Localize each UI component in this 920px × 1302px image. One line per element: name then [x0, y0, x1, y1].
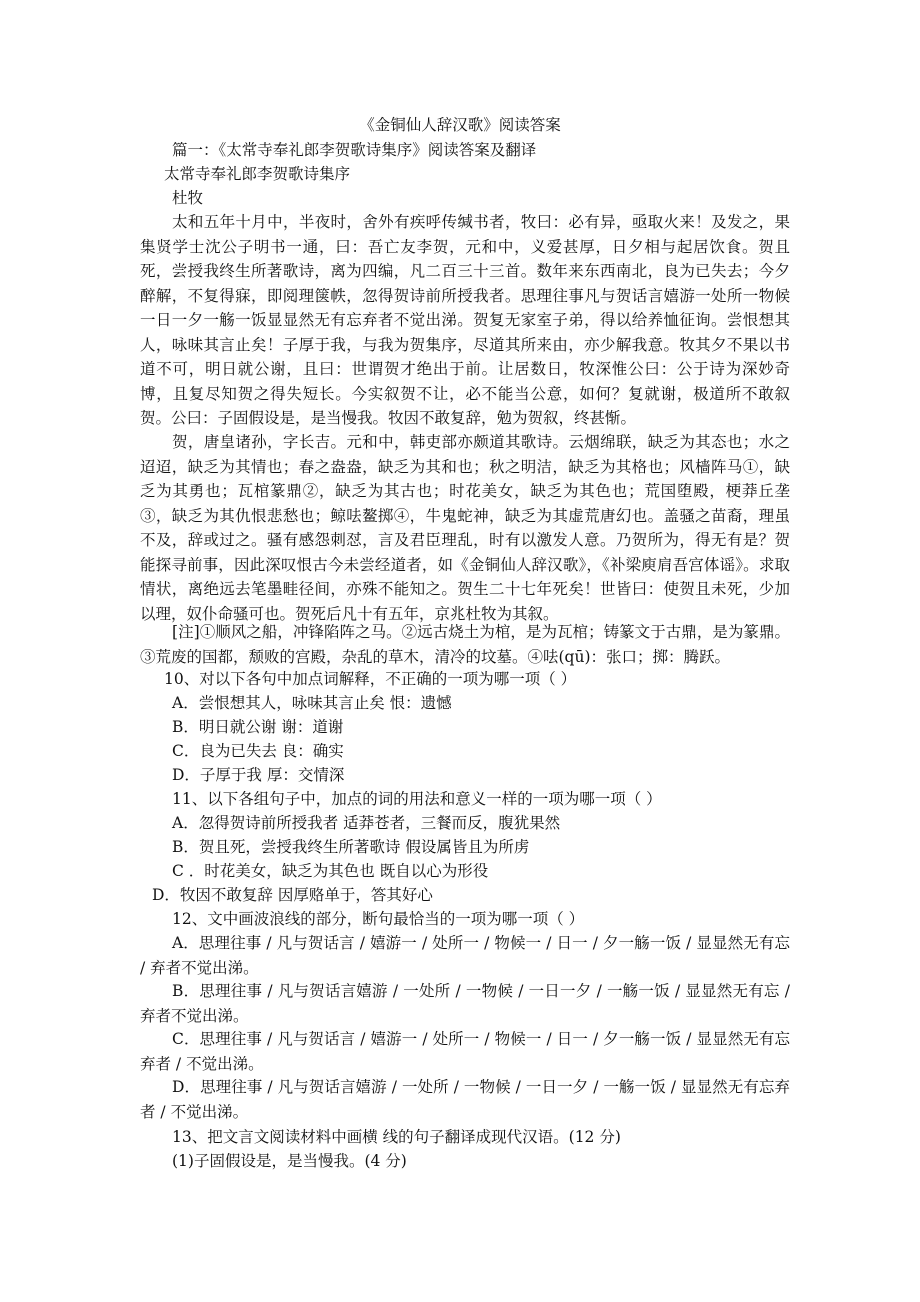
author: 杜牧	[172, 189, 204, 207]
question-10-option-c: C．良为已失去 良：确实	[172, 742, 344, 760]
question-10: 10、对以下各句中加点词解释，不正确的一项为哪一项（ ）	[164, 670, 577, 688]
question-11-option-a: A．忽得贺诗前所授我者 适莽苍者，三餐而反，腹犹果然	[172, 814, 561, 832]
question-10-option-b: B．明日就公谢 谢：道谢	[172, 718, 344, 736]
question-12-option-c: C．思理往事 / 凡与贺话言 / 嬉游一 / 处所一 / 物候一 / 日一 / 夕一觞一饭 / 显显然无有忘弃者 / 不觉出涕。	[140, 1030, 790, 1073]
paragraph-1: 太和五年十月中，半夜时，舍外有疾呼传缄书者，牧曰：必有异，亟取火来！及发之，果集贤学士沈公子明书一通，曰：吾亡友李贺，元和中，义爱甚厚，日夕相与起居饮食。贺且死，尝授我终生所著歌诗，离为四编，凡二百三十三首。数年来东西南北，良为已失去；今夕醉解，不复得寐，即阅理箧帙，忽得贺诗前所授我者。思理往事凡与贺话言嬉游一处所一物候一日一夕一觞一饭显显然无有忘弃者不觉出涕。贺复无家室子弟，得以给养恤征询。尝恨想其人，咏味其言止矣！子厚于我，与我为贺集序，尽道其所来由，亦少解我意。牧其夕不果以书道不可，明日就公谢，且曰：世谓贺才绝出于前。让居数日，牧深惟公曰：公于诗为深妙奇博，且复尽知贺之得失短长。今实叙贺不让，必不能当公意，如何？复就谢，极道所不敢叙贺。公曰：子固假设是，是当慢我。牧因不敢复辞，勉为贺叙，终甚惭。	[140, 213, 790, 427]
section-heading: 篇一：《太常寺奉礼郎李贺歌诗集序》阅读答案及翻译	[172, 141, 537, 159]
question-11: 11、以下各组句子中，加点的词的用法和意义一样的一项为哪一项（ ）	[172, 790, 662, 808]
question-12-option-a: A．思理往事 / 凡与贺话言 / 嬉游一 / 处所一 / 物候一 / 日一 / 夕一觞一饭 / 显显然无有忘 / 弃者不觉出涕。	[140, 934, 790, 977]
paragraph-2: 贺，唐皇诸孙，字长吉。元和中，韩吏部亦颇道其歌诗。云烟绵联，缺乏为其态也；水之迢迢，缺乏为其情也；春之盎盎，缺乏为其和也；秋之明洁，缺乏为其格也；风樯阵马①，缺乏为其勇也；瓦棺篆鼎②，缺乏为其古也；时花美女，缺乏为其色也；荒国堕殿，梗莽丘垄③，缺乏为其仇恨悲愁也；鲸呿鳌掷④，牛鬼蛇神，缺乏为其虚荒唐幻也。盖骚之苗裔，理虽不及，辞或过之。骚有感怨刺怼，言及君臣理乱，时有以激发人意。乃贺所为，得无有是？贺能探寻前事，因此深叹恨古今未尝经道者，如《金铜仙人辞汉歌》，《补梁庾肩吾宫体谣》。求取情状，离绝远去笔墨畦径间，亦殊不能知之。贺生二十七年死矣！世皆曰：使贺且未死，少加以理，奴仆命骚可也。贺死后凡十有五年，京兆杜牧为其叙。	[140, 433, 790, 623]
question-11-option-b: B．贺且死，尝授我终生所著歌诗 假设属皆且为所虏	[172, 838, 530, 856]
question-11-option-d: D．牧因不敢复辞 因厚赂单于，答其好心	[152, 886, 433, 904]
question-10-option-a: A．尝恨想其人，咏味其言止矣 恨：遗憾	[172, 694, 452, 712]
annotation-note: [注]①顺风之船，冲锋陷阵之马。②远古烧土为棺，是为瓦棺；铸篆文于古鼎，是为篆鼎。③荒废的国都，颓败的宫殿，杂乱的草木，清冷的坟墓。④呿(qū)：张口；掷：腾跃。	[140, 623, 790, 666]
question-11-option-c: C ．时花美女，缺乏为其色也 既自以心为形役	[172, 862, 489, 880]
page-title: 《金铜仙人辞汉歌》阅读答案	[359, 116, 561, 134]
question-13-part-1: (1)子固假设是，是当慢我。(4 分)	[172, 1152, 407, 1170]
question-12-option-d: D．思理往事 / 凡与贺话言嬉游 / 一处所 / 一物候 / 一日一夕 / 一觞一饭 / 显显然无有忘弃者 / 不觉出涕。	[140, 1078, 790, 1121]
question-13: 13、把文言文阅读材料中画横 线的句子翻译成现代汉语。(12 分)	[172, 1128, 621, 1146]
question-12: 12、文中画波浪线的部分，断句最恰当的一项为哪一项（ ）	[172, 910, 585, 928]
question-10-option-d: D．子厚于我 厚：交情深	[172, 766, 345, 784]
question-12-option-b: B．思理往事 / 凡与贺话言嬉游 / 一处所 / 一物候 / 一日一夕 / 一觞一饭 / 显显然无有忘 / 弃者不觉出涕。	[140, 982, 790, 1025]
article-title: 太常寺奉礼郎李贺歌诗集序	[164, 165, 351, 183]
